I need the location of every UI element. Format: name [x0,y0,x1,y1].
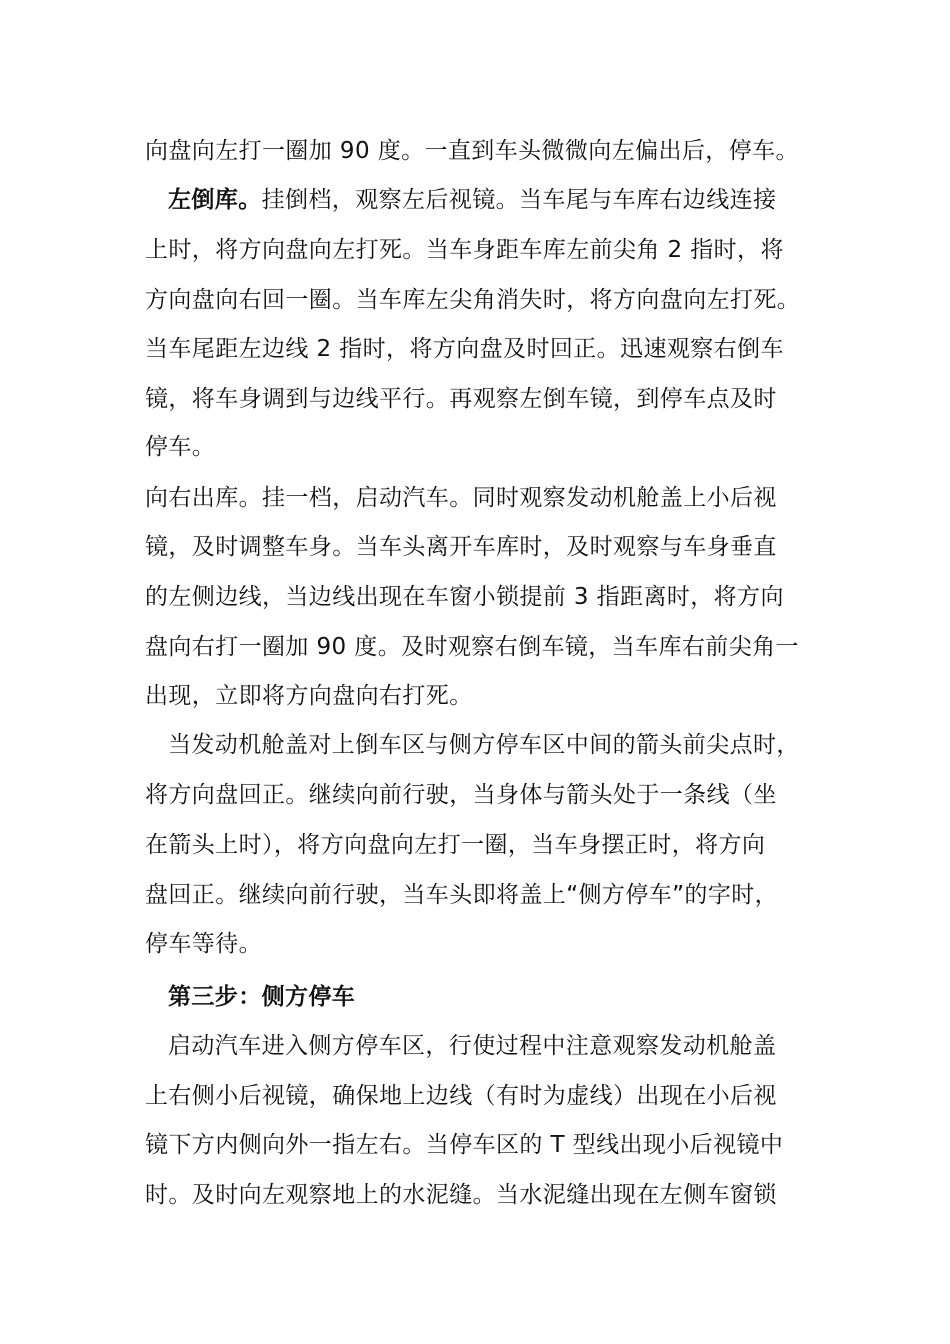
paragraph-3-line-5: 出现，立即将方向盘向右打死。 [145,683,473,709]
paragraph-2-line-3: 方向盘向右回一圈。当车库左尖角消失时，将方向盘向左打死。 [145,287,801,313]
paragraph-3-line-1: 向右出库。挂一档，启动汽车。同时观察发动机舱盖上小后视 [145,485,777,511]
paragraph-2-line-1-text: 挂倒档，观察左后视镜。当车尾与车库右边线连接 [261,187,777,213]
paragraph-5-line-2: 上右侧小后视镜，确保地上边线（有时为虚线）出现在小后视 [145,1083,777,1109]
paragraph-2-line-6: 停车。 [145,434,216,460]
paragraph-1-line-1: 向盘向左打一圈加 90 度。一直到车头微微向左偏出后，停车。 [145,138,799,164]
paragraph-2-line-5: 镜，将车身调到与边线平行。再观察左倒车镜，到停车点及时 [145,386,777,412]
section-heading: 第三步：侧方停车 [168,984,356,1010]
paragraph-3-line-4: 盘向右打一圈加 90 度。及时观察右倒车镜，当车库右前尖角一 [145,634,799,660]
paragraph-4-line-4: 盘回正。继续向前行驶，当车头即将盖上“侧方停车”的字时， [145,882,779,908]
paragraph-5-line-1: 启动汽车进入侧方停车区，行使过程中注意观察发动机舱盖 [168,1033,777,1059]
paragraph-3-line-3: 的左侧边线，当边线出现在车窗小锁提前 3 指距离时，将方向 [145,584,784,610]
paragraph-2-line-1 [168,185,776,215]
paragraph-5-line-3: 镜下方内侧向外一指左右。当停车区的 T 型线出现小后视镜中 [145,1132,784,1158]
paragraph-3-line-2: 镜，及时调整车身。当车头离开车库时，及时观察与车身垂直 [145,534,777,560]
paragraph-2-line-2: 上时，将方向盘向左打死。当车身距车库左前尖角 2 指时，将 [145,237,784,263]
paragraph-4-line-3: 在箭头上时），将方向盘向左打一圈，当车身摆正时，将方向 [145,832,766,858]
paragraph-4-line-2: 将方向盘回正。继续向前行驶，当身体与箭头处于一条线（坐 [145,782,777,808]
paragraph-2-heading: 左倒库。 [168,187,262,213]
paragraph-4-line-1: 当发动机舱盖对上倒车区与侧方停车区中间的箭头前尖点时， [168,732,800,758]
paragraph-2-line-4: 当车尾距左边线 2 指时，将方向盘及时回正。迅速观察右倒车 [145,336,784,362]
paragraph-4-line-5: 停车等待。 [145,931,262,957]
paragraph-5-line-4: 时。及时向左观察地上的水泥缝。当水泥缝出现在左侧车窗锁 [145,1182,777,1208]
